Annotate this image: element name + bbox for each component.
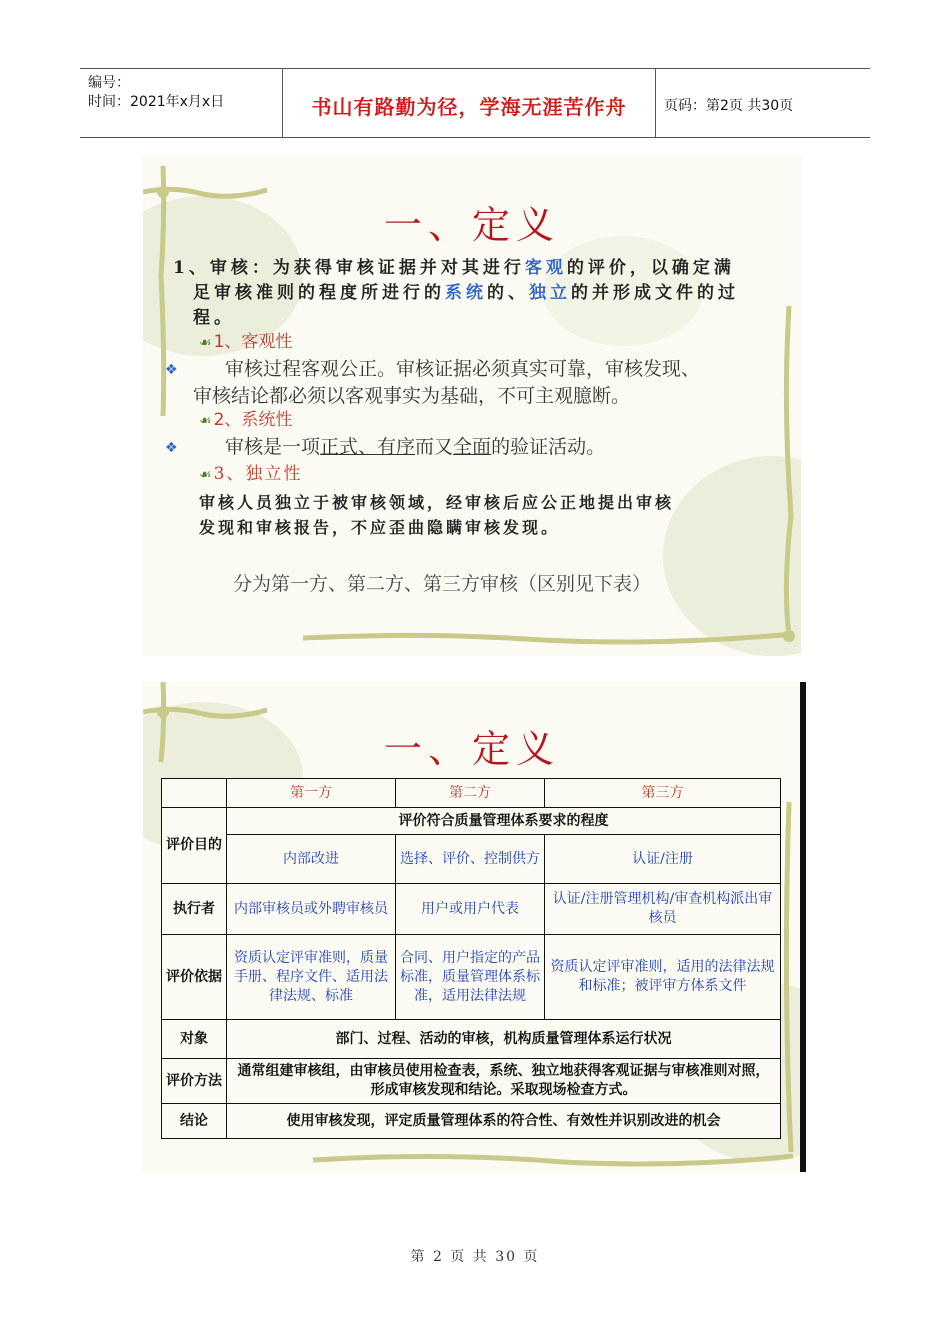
leaf-icon: ☙ [199, 335, 212, 351]
table-row [162, 835, 781, 884]
number-label: 编号： [88, 75, 130, 91]
row-label: 评价方法 [162, 1059, 227, 1104]
table-cell: 用户或用户代表 [396, 884, 545, 935]
table-header-row [162, 779, 781, 808]
table-header-cell: 第一方 [227, 779, 396, 808]
table-row [162, 808, 781, 835]
subheading-objectivity: ☙ 1、客观性 [199, 332, 293, 352]
table-cell: 资质认定评审准则，质量手册、程序文件、适用法律法规、标准 [227, 935, 396, 1020]
table-header-cell [162, 779, 227, 808]
table-cell: 通常组建审核组，由审核员使用检查表，系统、独立地获得客观证据与审核准则对照，形成审核发现和结论。采取现场检查方式。 [227, 1059, 781, 1104]
definition-keyword: 独立 [529, 283, 571, 303]
row-label: 结论 [162, 1104, 227, 1139]
slide-definition-2 [143, 682, 801, 1172]
table-cell: 内部改进 [227, 835, 396, 884]
definition-text: 足审核准则的程度所进行的 [193, 283, 445, 303]
slide-shadow-bar [800, 682, 806, 1172]
header-right-cell [656, 69, 870, 137]
page-label: 页码：第2页 共30页 [664, 98, 794, 114]
row-label: 评价依据 [162, 935, 227, 1020]
header-left-cell [80, 69, 282, 137]
definition-text: 的评价，以确定满 [566, 258, 735, 278]
table-cell: 选择、评价、控制供方 [396, 835, 545, 884]
table-header-cell: 第二方 [396, 779, 545, 808]
definition-paragraph [173, 256, 783, 331]
subheading-independence: ☙ 3、独立性 [199, 464, 303, 484]
table-row [162, 935, 781, 1020]
table-cell: 资质认定评审准则，适用的法律法规和标准；被评审方体系文件 [545, 935, 781, 1020]
objectivity-text: 审核过程客观公正。审核证据必须真实可靠，审核发现、 审核结论都必须以客观事实为基础，不可主观臆断。 [193, 358, 701, 407]
definition-keyword: 系统 [445, 283, 487, 303]
audit-comparison-table [161, 778, 781, 1139]
definition-text: 程。 [193, 308, 235, 328]
diamond-bullet-icon: ❖ [165, 362, 178, 378]
definition-text: 的、 [487, 283, 529, 303]
definition-text: 1、审核：为获得审核证据并对其进行 [173, 258, 525, 278]
leaf-icon: ☙ [199, 413, 212, 429]
subheading-systematic: ☙ 2、系统性 [199, 410, 293, 430]
motto-text: 书山有路勤为径，学海无涯苦作舟 [311, 95, 627, 119]
systematic-text: 审核是一项正式、有序而又全面的验证活动。 [225, 436, 606, 458]
table-header-cell: 第三方 [545, 779, 781, 808]
table-cell: 使用审核发现，评定质量管理体系的符合性、有效性并识别改进的机会 [227, 1104, 781, 1139]
table-row [162, 884, 781, 935]
table-cell: 认证/注册管理机构/审查机构派出审核员 [545, 884, 781, 935]
row-label: 对象 [162, 1020, 227, 1059]
table-row [162, 1020, 781, 1059]
row-label: 执行者 [162, 884, 227, 935]
table-cell: 合同、用户指定的产品标准，质量管理体系标准，适用法律法规 [396, 935, 545, 1020]
table-cell: 内部审核员或外聘审核员 [227, 884, 396, 935]
leaf-icon: ☙ [199, 467, 212, 483]
header-center-cell [282, 69, 656, 137]
page-header [80, 68, 870, 138]
table-row [162, 1059, 781, 1104]
definition-text: 的并形成文件的过 [571, 283, 739, 303]
slide-title: 一、定义 [383, 203, 560, 247]
diamond-bullet-icon: ❖ [165, 440, 178, 456]
closing-note: 分为第一方、第二方、第三方审核（区别见下表） [233, 573, 652, 595]
slide-definition-1 [143, 156, 801, 656]
slide-title: 一、定义 [383, 727, 560, 771]
page-footer: 第 2 页 共 30 页 [410, 1249, 540, 1265]
independence-text: 审核人员独立于被审核领域，经审核后应公正地提出审核 发现和审核报告，不应歪曲隐瞒审核发现。 [199, 493, 675, 537]
table-row [162, 1104, 781, 1139]
table-cell: 认证/注册 [545, 835, 781, 884]
row-label: 评价目的 [162, 808, 227, 884]
date-label: 时间：2021年x月x日 [88, 94, 225, 110]
table-cell: 评价符合质量管理体系要求的程度 [227, 808, 781, 835]
definition-keyword: 客观 [524, 258, 567, 278]
table-cell: 部门、过程、活动的审核，机构质量管理体系运行状况 [227, 1020, 781, 1059]
